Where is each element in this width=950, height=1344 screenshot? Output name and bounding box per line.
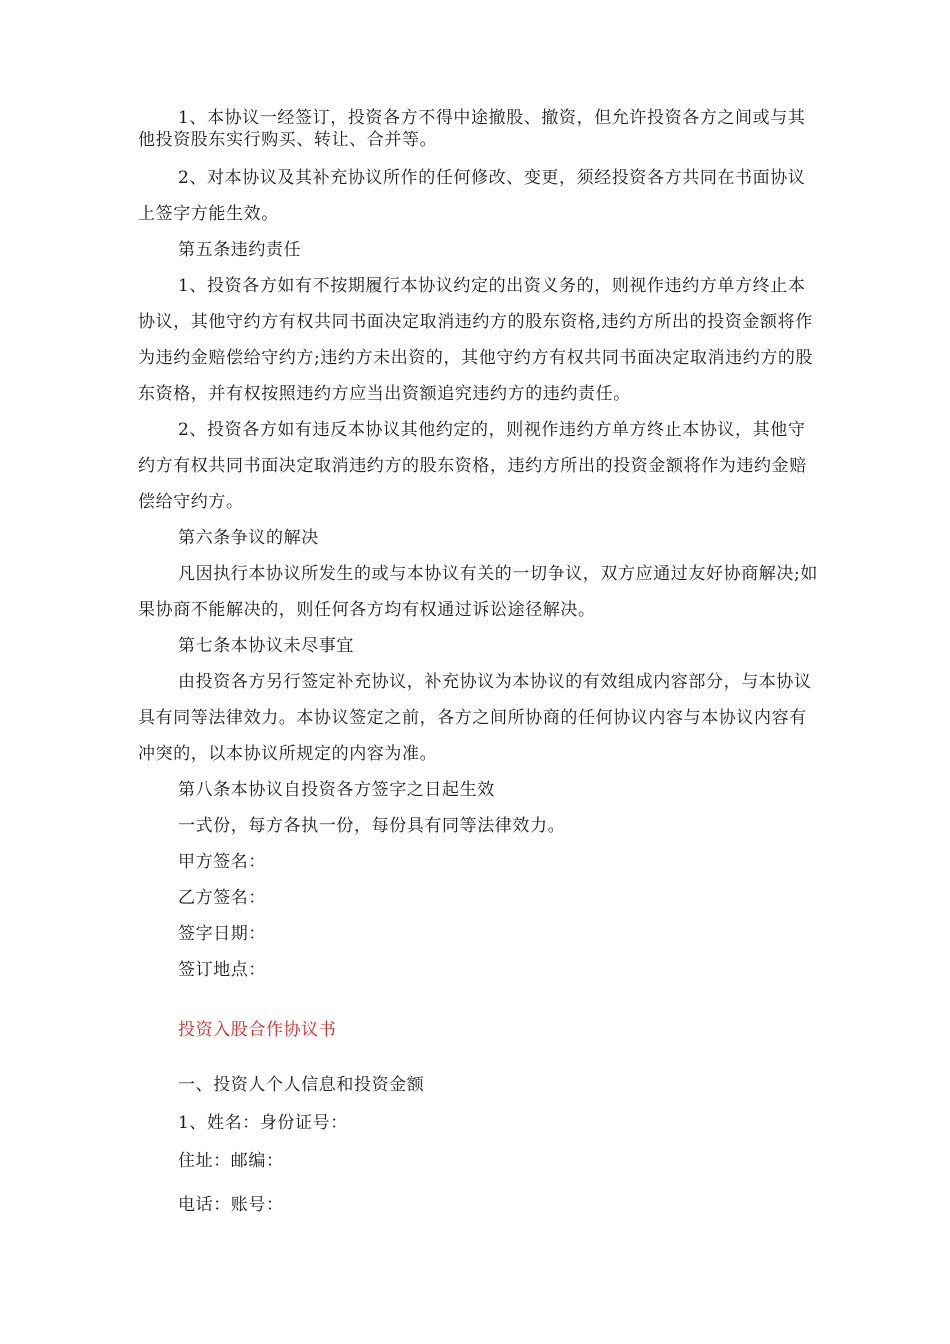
clause-paragraph: 由投资各方另行签定补充协议，补充协议为本协议的有效组成内容部分，与本协议具有同等法律效力。本协议签定之前，各方之间所协商的任何协议内容与本协议内容有冲突的，以本协议所规定的内容为准。 — [138, 672, 812, 764]
clause-paragraph: 1、投资各方如有不按期履行本协议约定的出资义务的，则视作违约方单方终止本协议，其他守约方有权共同书面决定取消违约方的股东资格,违约方所出的投资金额将作为违约金赔偿给守约方;违约方未出资的，其他守约方有权共同书面决定取消违约方的股东资格，并有权按照违约方应当出资额追究违约方的违约责任。 — [138, 276, 814, 404]
address-postcode-line: 住址：邮编： — [178, 1151, 284, 1171]
party-a-signature-line: 甲方签名： — [178, 852, 266, 872]
article-heading: 第八条本协议自投资各方签字之日起生效 — [178, 780, 495, 800]
clause-paragraph: 2、对本协议及其补充协议所作的任何修改、变更，须经投资各方共同在书面协议上签字方能生效。 — [138, 168, 806, 224]
section-heading: 一、投资人个人信息和投资金额 — [178, 1075, 425, 1095]
clause-paragraph: 凡因执行本协议所发生的或与本协议有关的一切争议，双方应通过友好协商解决;如果协商不能解决的，则任何各方均有权通过诉讼途径解决。 — [138, 564, 818, 620]
party-b-signature-line: 乙方签名： — [178, 888, 266, 908]
investor-info-section — [138, 1066, 818, 1224]
phone-account-line: 电话：账号： — [178, 1195, 284, 1215]
name-id-line: 1、姓名：身份证号： — [178, 1113, 348, 1133]
signing-place-line: 签订地点： — [178, 960, 266, 980]
copies-statement: 一式份，每方各执一份，每份具有同等法律效力。 — [178, 816, 566, 836]
clause-paragraph: 1、本协议一经签订，投资各方不得中途撤股、撤资，但允许投资各方之间或与其他投资股东实行购买、转让、合并等。 — [138, 108, 806, 150]
new-document-block — [138, 1012, 818, 1048]
article-heading: 第五条违约责任 — [178, 240, 302, 260]
agreement-body — [138, 103, 818, 988]
article-heading: 第七条本协议未尽事宜 — [178, 636, 354, 656]
signing-date-line: 签字日期： — [178, 924, 266, 944]
document-title: 投资入股合作协议书 — [178, 1020, 337, 1040]
article-heading: 第六条争议的解决 — [178, 528, 319, 548]
clause-paragraph: 2、投资各方如有违反本协议其他约定的，则视作违约方单方终止本协议，其他守约方有权共同书面决定取消违约方的股东资格，违约方所出的投资金额将作为违约金赔偿给守约方。 — [138, 420, 807, 512]
